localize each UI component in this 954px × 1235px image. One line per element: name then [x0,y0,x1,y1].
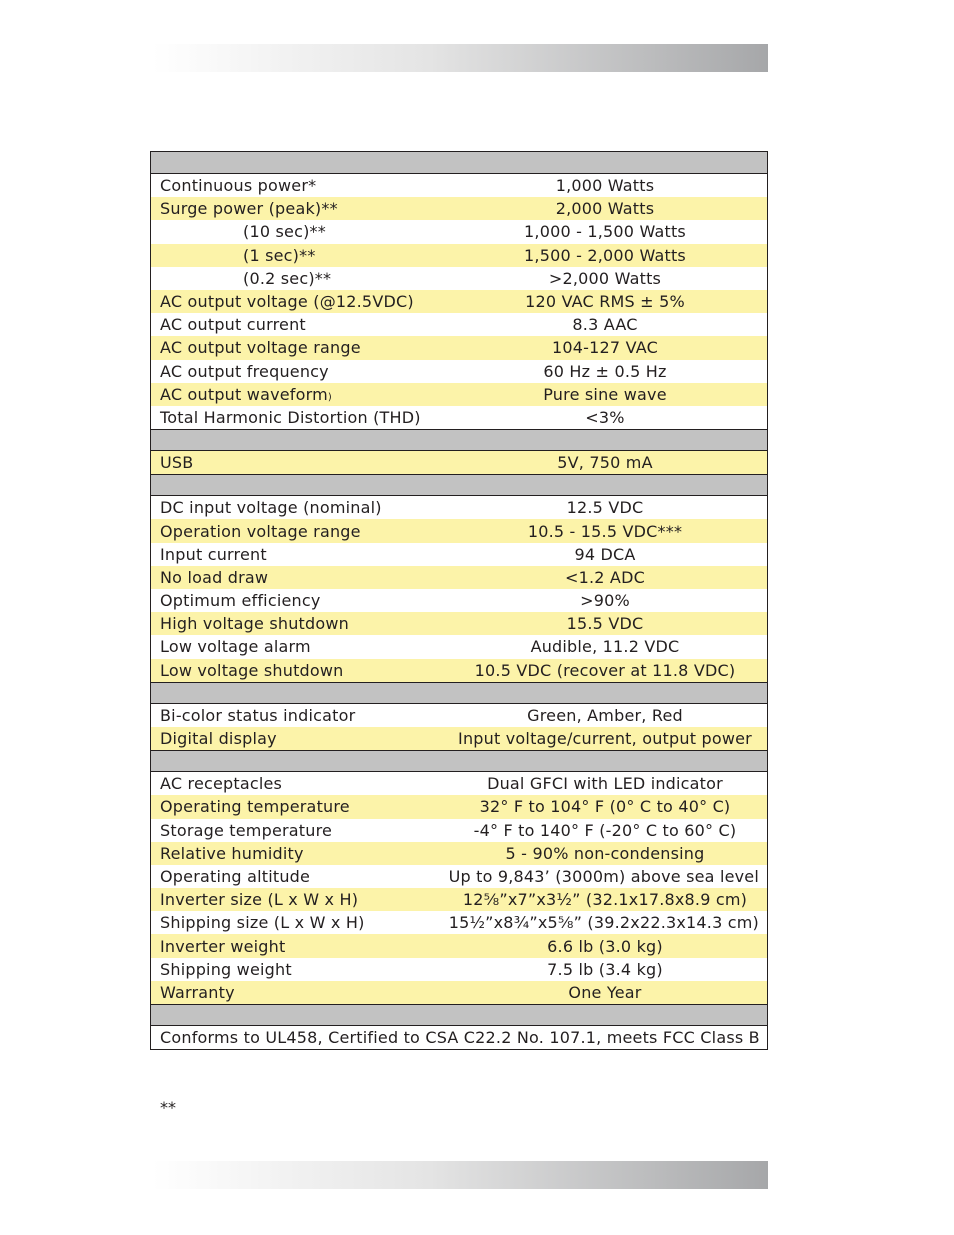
table-row [151,220,767,243]
table-row [151,290,767,313]
table-row [151,197,767,220]
table-row [151,1026,767,1049]
table-row [151,934,767,957]
table-row [151,174,767,197]
spec-label: Low voltage alarm [160,637,311,657]
spec-value: 1,500 - 2,000 Watts [524,245,686,265]
table-row [151,958,767,981]
spec-value: One Year [568,982,642,1002]
section-header [151,152,767,174]
spec-label: Conforms to UL458, Certified to CSA C22.2 No. 107.1, meets FCC Class B [160,1028,760,1048]
table-row [151,795,767,818]
spec-label: (0.2 sec)** [243,268,332,288]
spec-value: <3% [585,407,625,427]
spec-value: 10.5 VDC (recover at 11.8 VDC) [474,660,736,680]
table-row [151,772,767,795]
table-row [151,360,767,383]
table-row [151,566,767,589]
table-row [151,865,767,888]
footer-gradient-bar [152,1161,768,1189]
spec-label: Inverter weight [160,936,286,956]
table-row [151,659,767,682]
table-row [151,704,767,727]
section-header [151,474,767,496]
spec-label: Inverter size (L x W x H) [160,890,359,910]
table-row [151,313,767,336]
table-row [151,543,767,566]
spec-value: Dual GFCI with LED indicator [487,774,723,794]
spec-label: USB [160,453,194,473]
spec-label: Warranty [160,982,235,1002]
spec-value: Pure sine wave [543,384,667,404]
section-header [151,1004,767,1026]
spec-value: -4° F to 140° F (-20° C to 60° C) [473,820,737,840]
spec-label: AC output voltage (@12.5VDC) [160,292,414,312]
table-row [151,842,767,865]
spec-label: High voltage shutdown [160,614,349,634]
spec-label: AC receptacles [160,774,283,794]
section-header [151,429,767,451]
spec-label: Surge power (peak)** [160,199,338,219]
specifications-table [150,151,768,1050]
spec-value: 60 Hz ± 0.5 Hz [543,361,667,381]
spec-label: Operating temperature [160,797,350,817]
table-row [151,612,767,635]
spec-value: 12⅝”x7”x3½” (32.1x17.8x8.9 cm) [462,890,748,910]
spec-value: 8.3 AAC [572,315,638,335]
spec-value: 15½”x8¾”x5⅝” (39.2x22.3x14.3 cm) [448,913,759,933]
spec-value: Audible, 11.2 VDC [530,637,680,657]
spec-value: 7.5 lb (3.4 kg) [547,959,663,979]
spec-value: 32° F to 104° F (0° C to 40° C) [479,797,731,817]
spec-value: >90% [580,591,630,611]
table-row [151,635,767,658]
spec-value: 94 DCA [574,544,636,564]
spec-value: Green, Amber, Red [527,705,683,725]
spec-label: Shipping weight [160,959,292,979]
table-row [151,336,767,359]
spec-value: 104-127 VAC [552,338,658,358]
header-gradient-bar [152,44,768,72]
spec-label: AC output current [160,315,306,335]
spec-value: 2,000 Watts [555,199,655,219]
spec-label: Bi-color status indicator [160,705,356,725]
spec-label: Operating altitude [160,866,311,886]
spec-label: (1 sec)** [243,245,316,265]
spec-label: Low voltage shutdown [160,660,344,680]
table-row [151,519,767,542]
table-row [151,981,767,1004]
spec-value: >2,000 Watts [548,268,662,288]
table-row [151,727,767,750]
table-row [151,383,767,406]
spec-value: 1,000 - 1,500 Watts [524,222,686,242]
spec-label: AC output voltage range [160,338,361,358]
spec-label: Total Harmonic Distortion (THD) [160,407,421,427]
spec-label: AC output waveform) [160,384,332,404]
section-header [151,750,767,772]
table-row [151,819,767,842]
spec-label: Continuous power* [160,176,317,196]
spec-label: Shipping size (L x W x H) [160,913,365,933]
spec-label: Operation voltage range [160,521,361,541]
table-row [151,496,767,519]
spec-value: 10.5 - 15.5 VDC*** [527,521,683,541]
table-row [151,406,767,429]
table-row [151,244,767,267]
table-row [151,589,767,612]
spec-value: 1,000 Watts [555,176,655,196]
spec-value: 5V, 750 mA [557,453,653,473]
spec-label: Digital display [160,729,277,749]
spec-label: Storage temperature [160,820,333,840]
spec-value: 120 VAC RMS ± 5% [525,292,685,312]
spec-value: <1.2 ADC [565,567,645,587]
spec-label: Relative humidity [160,843,304,863]
spec-value: 12.5 VDC [566,498,644,518]
spec-label: Input current [160,544,267,564]
section-header [151,682,767,704]
spec-value: 6.6 lb (3.0 kg) [547,936,663,956]
spec-label: DC input voltage (nominal) [160,498,382,518]
spec-value: Up to 9,843’ (3000m) above sea level [448,866,759,886]
spec-label: No load draw [160,567,269,587]
spec-value: 15.5 VDC [566,614,644,634]
spec-value: 5 - 90% non-condensing [505,843,705,863]
table-row [151,451,767,474]
spec-label-suffix: ) [327,391,332,403]
spec-value: Input voltage/current, output power [458,729,752,749]
table-row [151,911,767,934]
spec-label: Optimum efficiency [160,591,321,611]
table-row [151,888,767,911]
table-row [151,267,767,290]
spec-label: AC output frequency [160,361,329,381]
spec-label: (10 sec)** [243,222,326,242]
footnote: ** [160,1098,176,1117]
